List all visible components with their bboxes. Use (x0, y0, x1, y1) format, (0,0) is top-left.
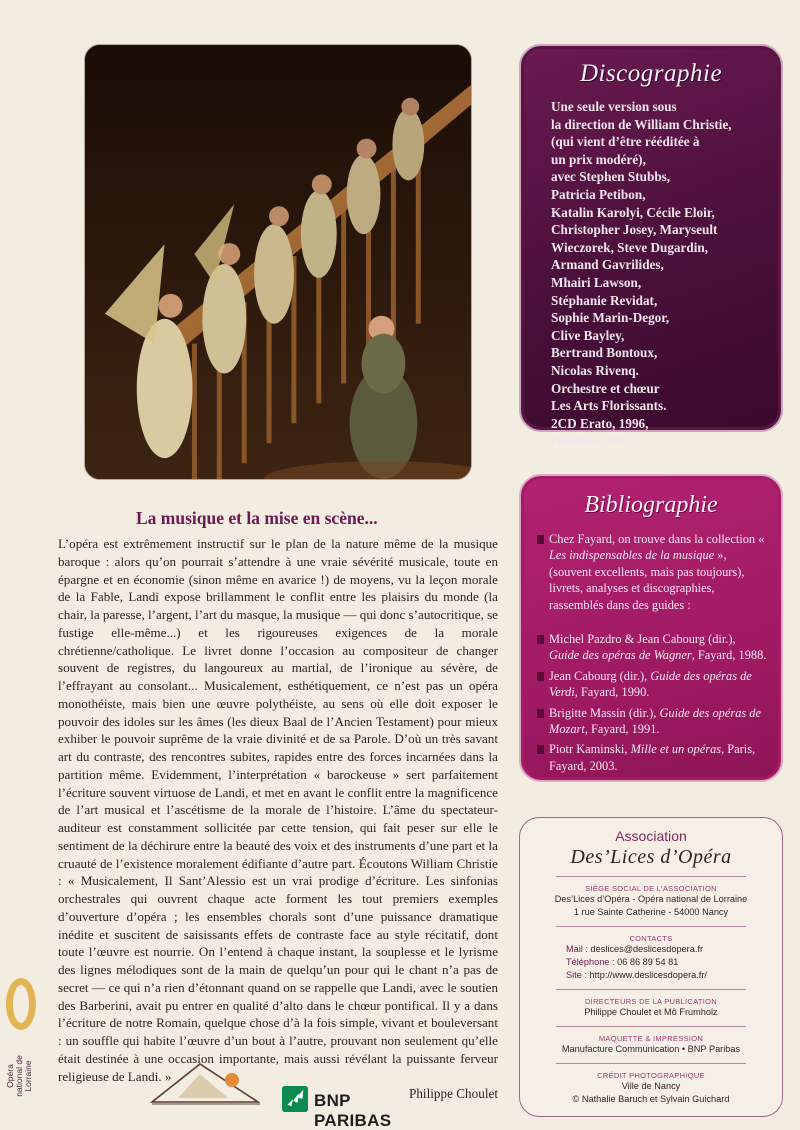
directeurs-label: DIRECTEURS DE LA PUBLICATION (584, 997, 718, 1006)
association-name: Des’Lices d’Opéra (570, 846, 732, 868)
disco-line: 2CD Erato, 1996, (551, 415, 649, 431)
credit-line: © Nathalie Baruch et Sylvain Guichard (572, 1094, 730, 1104)
mail-link[interactable]: deslices@deslicesdopera.fr (590, 944, 703, 954)
credit-label: CRÉDIT PHOTOGRAPHIQUE (597, 1071, 705, 1080)
bibliographie-list (535, 531, 767, 774)
disco-line: la direction de William Christie, (551, 116, 732, 132)
contacts-label: CONTACTS (629, 934, 673, 943)
biblio-intro: Chez Fayard, on trouve dans la collection « Les indispensables de la musique », (souvent excellents, mais pas toujours), livrets, analyses et discographies, rassemblés dans des guides : (535, 531, 767, 613)
bullet-icon (537, 535, 544, 544)
article (58, 508, 498, 1102)
bnp-paribas-logo (282, 1080, 432, 1130)
bnp-stars-icon (282, 1086, 308, 1112)
disco-line: Bertrand Bontoux, (551, 345, 658, 361)
article-body: L’opéra est extrêmement instructif sur le plan de la nature même de la musique baroque : alors qu’on pourrait s’attendre à une vraie sévérité musicale, toute en épargne et en économie (sinon même en avarice !) de moyens, vu la leçon morale de la Fable, Landi expose brillamment le conflit entre les plaisirs du monde (la chair, la paresse, l’argent, l’art du masque, la musique — qui donc s’autocritique, se fustige elle-même...) et les rigoureuses exigences de la morale chrétienne/catholique. Le livret donne l’occasion au compositeur de changer souvent de registres, du langoureux au martial, de l’ironique au sévère, de l’effrayant au consolant... Musicalement, esthétiquement, ce n’est pas un opéra monothéiste, mais bien une œuvre polythéiste, au sens où elle doit exposer le pouvoir des idoles sur les âmes (les dieux Baal de l’Ancien Testament) pour mieux exhiber le pouvoir suprême de la vraie divinité et de sa Parole. D’où un très savant art du contraste, des rencontres subites, rapides entre des forces incarnées dans la partition même. Evidemment, l’interprétation « barockeuse » sert parfaitement l’écriture souvent virtuose de Landi, et met en avant le conflit entre la magnificence de l’art musical et l’ascétisme de la morale de l’histoire. L’âme du spectateur-auditeur est constamment sollicitée par cette tension, qui fait peser sur elle le sentiment de la déchirure entre la beauté des voix et des instruments d’une part et la cruauté de l’existence moralement édifiante d’autre part. Écoutons William Christie : « Musicalement, Il Sant’Alessio est un vrai prodige d’écriture. Les sinfonias orchestrales qui ouvrent chaque acte forment les tout premiers exemples d’ouverture d’opéra ; les ensembles chorals sont d’une puissance dramatique inédite et suscitent de saisissants effets de contraste face au style récitatif, dont toute l’œuvre est nourrie. On l’entend à chaque instant, la souplesse et le lyrisme des lignes mélodiques sont de la main de quelqu’un pour qui le chant n’a pas de secret — ce qui n’a rien d’étonnant quand on se rappelle que Landi, avec le soutien des Barberini, avait pu entrer en qualité d’alto dans le chœur pontifical. Il y a dans l’écriture de notre Romain, quelque chose d’à la fois simple, vivant et bouleversant : un souffle qui habite l’œuvre d’un bout à l’autre, prouvant non seulement qu’elle était destinée à une occasion importante, mais aussi révélant la puissante ferveur religieuse de Landi. » (58, 536, 498, 1084)
bibliographie-title: Bibliographie (584, 492, 718, 518)
siege-line: 1 rue Sainte Catherine - 54000 Nancy (573, 907, 729, 917)
disco-line: un prix modéré), (551, 151, 646, 167)
disco-line: Sophie Marin-Degor, (551, 310, 670, 326)
bullet-icon (537, 672, 544, 681)
disco-line: Stéphanie Revidat, (551, 292, 658, 308)
photo-illustration (85, 45, 471, 479)
association-label: Association (615, 828, 687, 844)
disco-line: Wieczorek, Steve Dugardin, (551, 239, 709, 255)
disco-line: Patricia Petibon, (551, 186, 646, 202)
site-link[interactable]: http://www.deslicesdopera.fr/ (589, 970, 707, 980)
opera-lorraine-text: Opéra national de Lorraine (5, 1055, 33, 1097)
article-heading: La musique et la mise en scène... (136, 508, 378, 528)
directeurs-names: Philippe Choulet et Mô Frumholz (584, 1007, 718, 1017)
disco-line: (qui vient d’être rééditée à (551, 134, 700, 150)
disco-line: réédition 2007. (551, 433, 635, 449)
disco-line: Christopher Josey, Maryseult (551, 222, 718, 238)
disco-line: Armand Gavrilides, (551, 257, 664, 273)
contact-mail: Mail : deslices@deslicesdopera.fr (566, 944, 703, 954)
biblio-item: Brigitte Massin (dir.), Guide des opéras de Mozart, Fayard, 1991. (535, 705, 767, 738)
deslices-logo-icon (148, 1058, 266, 1114)
disco-line: Les Arts Florissants. (551, 398, 667, 414)
disco-line: Mhairi Lawson, (551, 274, 642, 290)
discographie-title: Discographie (579, 60, 723, 87)
opera-o-logo-icon (6, 978, 36, 1030)
disco-line: Clive Bayley, (551, 327, 625, 343)
maquette-text: Manufacture Communication • BNP Paribas (561, 1044, 741, 1054)
disco-line: avec Stephen Stubbs, (551, 169, 671, 185)
deslices-logo (148, 1058, 266, 1114)
discographie-box (519, 44, 783, 449)
disco-line: Nicolas Rivenq. (551, 362, 639, 378)
disco-line: Katalin Karolyi, Cécile Eloir, (551, 204, 715, 220)
biblio-item: Jean Cabourg (dir.), Guide des opéras de Verdi, Fayard, 1990. (535, 668, 767, 701)
siege-label: SIÈGE SOCIAL DE L’ASSOCIATION (585, 884, 717, 893)
bullet-icon (537, 745, 544, 754)
association-box (519, 817, 783, 1117)
bibliographie-box (519, 474, 783, 782)
maquette-label: MAQUETTE & IMPRESSION (598, 1034, 704, 1043)
biblio-item: Michel Pazdro & Jean Cabourg (dir.), Guide des opéras de Wagner, Fayard, 1988. (535, 631, 767, 664)
discographie-list (551, 98, 763, 450)
contact-site: Site : http://www.deslicesdopera.fr/ (566, 970, 707, 980)
siege-line: Des’Lices d’Opéra - Opéra national de Lorraine (554, 894, 748, 904)
disco-line: Une seule version sous (551, 99, 677, 114)
biblio-item: Piotr Kaminski, Mille et un opéras, Paris, Fayard, 2003. (535, 741, 767, 774)
article-signature: Philippe Choulet (408, 1086, 498, 1102)
contact-tel: Téléphone : 06 86 89 54 81 (566, 957, 679, 967)
disco-line: Orchestre et chœur (551, 380, 660, 396)
opera-lorraine-brand (4, 978, 38, 1118)
bullet-icon (537, 709, 544, 718)
staging-photo (84, 44, 472, 480)
credit-line: Ville de Nancy (621, 1081, 681, 1091)
bullet-icon (537, 635, 544, 644)
bnp-paribas-text: BNP PARIBAS (314, 1091, 392, 1130)
